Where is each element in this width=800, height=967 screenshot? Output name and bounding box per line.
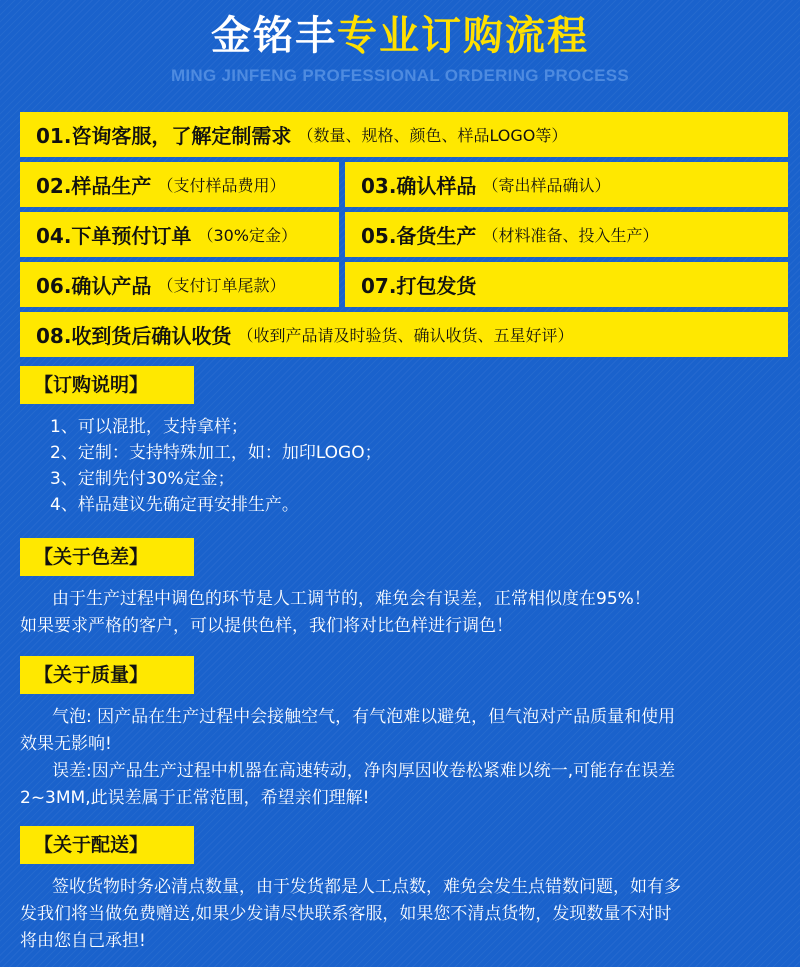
paragraph-line: 效果无影响! — [20, 734, 112, 754]
step-note: （材料准备、投入生产） — [482, 226, 659, 245]
step-note: （收到产品请及时验货、确认收货、五星好评） — [237, 326, 574, 345]
quality-label: 【关于质量】 — [20, 656, 194, 694]
title-main: 专业订购流程 — [337, 13, 589, 59]
step-note: （数量、规格、颜色、样品LOGO等） — [297, 126, 568, 145]
step-8 — [20, 312, 788, 357]
list-item: 3、定制先付30%定金； — [50, 469, 235, 489]
step-1 — [20, 112, 788, 157]
page-header — [0, 8, 800, 86]
ordering-steps — [20, 112, 788, 362]
order-notes-section — [20, 366, 788, 518]
step-5 — [345, 212, 788, 257]
step-4 — [20, 212, 339, 257]
step-title: 08.收到货后确认收货 — [36, 324, 232, 348]
paragraph-line: 气泡: 因产品在生产过程中会接触空气，有气泡难以避免，但气泡对产品质量和使用 — [52, 707, 676, 727]
title-brand: 金铭丰 — [211, 13, 337, 59]
paragraph-line: 误差:因产品生产过程中机器在高速转动，净肉厚因收卷松紧难以统一,可能存在误差 — [52, 761, 676, 781]
order-notes-list — [20, 414, 788, 518]
delivery-label: 【关于配送】 — [20, 826, 194, 864]
step-2 — [20, 162, 339, 207]
step-title: 01.咨询客服，了解定制需求 — [36, 124, 292, 148]
quality-text — [20, 704, 788, 812]
step-title: 02.样品生产 — [36, 174, 152, 198]
color-diff-section — [20, 538, 788, 640]
paragraph-line: 由于生产过程中调色的环节是人工调节的，难免会有误差，正常相似度在95%！ — [52, 589, 651, 609]
step-3 — [345, 162, 788, 207]
color-diff-text — [20, 586, 788, 640]
list-item: 4、样品建议先确定再安排生产。 — [50, 495, 299, 515]
paragraph-line: 2~3MM,此误差属于正常范围，希望亲们理解! — [20, 788, 370, 808]
delivery-section — [20, 826, 788, 955]
step-title: 07.打包发货 — [361, 274, 477, 298]
order-notes-label: 【订购说明】 — [20, 366, 194, 404]
paragraph-line: 签收货物时务必清点数量，由于发货都是人工点数，难免会发生点错数问题，如有多 — [52, 877, 681, 897]
page-subtitle: MING JINFENG PROFESSIONAL ORDERING PROCESS — [170, 66, 630, 85]
quality-section — [20, 656, 788, 812]
step-note: （支付订单尾款） — [157, 276, 286, 295]
step-7 — [345, 262, 788, 307]
step-title: 03.确认样品 — [361, 174, 477, 198]
step-6 — [20, 262, 339, 307]
page-title — [0, 8, 800, 64]
list-item: 1、可以混批，支持拿样； — [50, 417, 248, 437]
paragraph-line: 如果要求严格的客户，可以提供色样，我们将对比色样进行调色！ — [20, 616, 513, 636]
step-note: （30%定金） — [197, 226, 298, 245]
delivery-text — [20, 874, 788, 955]
step-title: 05.备货生产 — [361, 224, 477, 248]
paragraph-line: 发我们将当做免费赠送,如果少发请尽快联系客服，如果您不清点货物，发现数量不对时 — [20, 904, 672, 924]
step-note: （支付样品费用） — [157, 176, 286, 195]
step-note: （寄出样品确认） — [482, 176, 611, 195]
color-diff-label: 【关于色差】 — [20, 538, 194, 576]
step-title: 04.下单预付订单 — [36, 224, 192, 248]
paragraph-line: 将由您自己承担! — [20, 931, 146, 951]
step-title: 06.确认产品 — [36, 274, 152, 298]
list-item: 2、定制：支持特殊加工，如：加印LOGO； — [50, 443, 382, 463]
